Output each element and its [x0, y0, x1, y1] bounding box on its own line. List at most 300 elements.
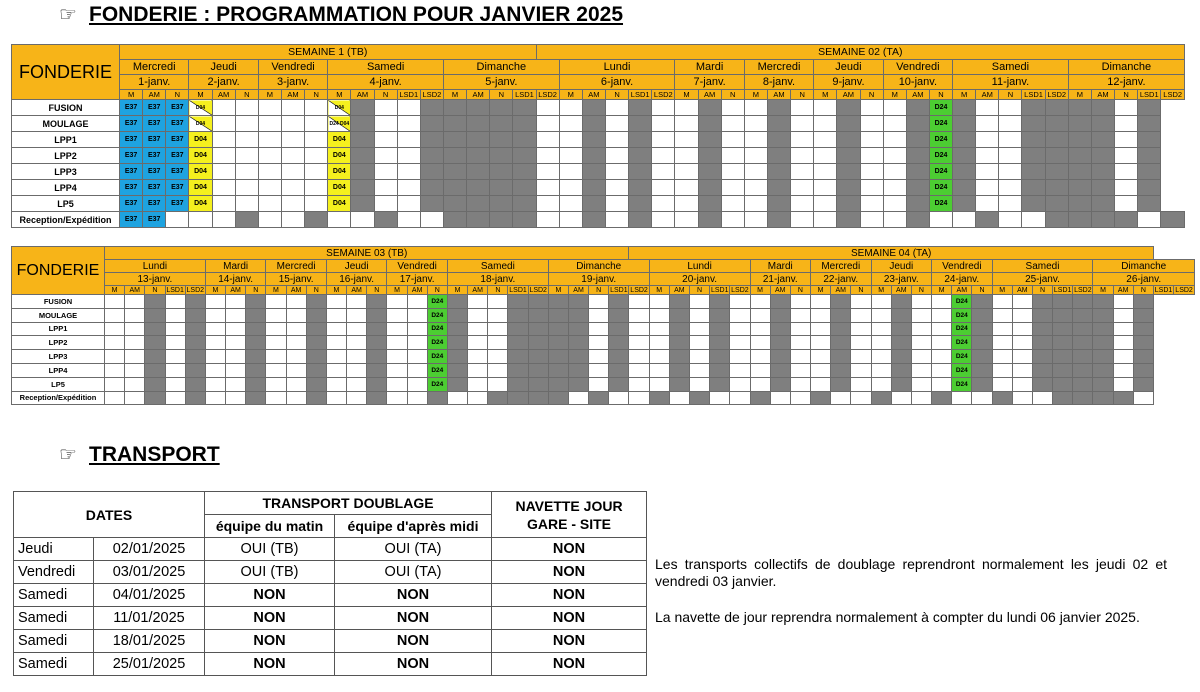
day-name-header: Mercredi — [266, 260, 327, 273]
off-shift-cell — [1032, 295, 1052, 309]
empty-shift-cell — [397, 116, 420, 132]
off-shift-cell — [582, 164, 605, 180]
off-shift-cell — [609, 295, 629, 309]
off-shift-cell — [698, 212, 721, 228]
off-shift-cell — [972, 308, 992, 322]
empty-shift-cell — [871, 377, 891, 391]
off-shift-cell — [1138, 148, 1161, 164]
empty-shift-cell — [675, 132, 698, 148]
shift-header: N — [235, 90, 258, 100]
empty-shift-cell — [730, 391, 750, 405]
empty-shift-cell — [932, 377, 952, 391]
empty-shift-cell — [814, 196, 837, 212]
empty-shift-cell — [750, 295, 770, 309]
off-shift-cell — [548, 295, 568, 309]
empty-shift-cell — [814, 212, 837, 228]
shift-header: LSD2 — [652, 90, 675, 100]
empty-shift-cell — [125, 350, 145, 364]
off-shift-cell — [1073, 363, 1093, 377]
day-date-header: 12-janv. — [1068, 75, 1184, 90]
transport-date: 03/01/2025 — [94, 561, 205, 584]
shift-code-cell: E37 — [120, 164, 143, 180]
shift-header: M — [326, 286, 346, 295]
shift-header: M — [258, 90, 281, 100]
day-date-header: 3-janv. — [258, 75, 327, 90]
day-name-header: Vendredi — [258, 60, 327, 75]
off-shift-cell — [490, 164, 513, 180]
row-label: LPP2 — [12, 336, 105, 350]
empty-shift-cell — [860, 100, 883, 116]
shift-header: N — [1032, 286, 1052, 295]
empty-shift-cell — [791, 116, 814, 132]
transport-day: Samedi — [14, 630, 94, 653]
empty-shift-cell — [258, 148, 281, 164]
fonderie-corner-label: FONDERIE — [12, 45, 120, 100]
table-row — [12, 164, 1185, 180]
off-shift-cell — [629, 100, 652, 116]
empty-shift-cell — [374, 116, 397, 132]
off-shift-cell — [467, 116, 490, 132]
off-shift-cell — [548, 322, 568, 336]
empty-shift-cell — [387, 322, 407, 336]
off-shift-cell — [629, 180, 652, 196]
off-shift-cell — [837, 116, 860, 132]
shift-header: LSD2 — [731, 286, 749, 294]
off-shift-cell — [1091, 212, 1114, 228]
empty-shift-cell — [1012, 336, 1032, 350]
empty-shift-cell — [286, 295, 306, 309]
off-shift-cell — [427, 391, 447, 405]
empty-shift-cell — [387, 377, 407, 391]
off-shift-cell — [351, 148, 374, 164]
off-shift-cell — [767, 100, 790, 116]
off-shift-cell — [367, 363, 387, 377]
empty-shift-cell — [105, 363, 125, 377]
shift-header: N — [929, 90, 952, 100]
shift-header: LSD1 — [1053, 286, 1072, 294]
off-shift-cell — [953, 100, 976, 116]
transport-navette: NON — [492, 584, 647, 607]
off-shift-cell — [467, 196, 490, 212]
empty-shift-cell — [589, 377, 609, 391]
off-shift-cell — [185, 336, 205, 350]
shift-header: AM — [952, 286, 972, 295]
day-date-header: 26-janv. — [1093, 273, 1195, 286]
off-shift-cell — [367, 391, 387, 405]
shift-header: LSD2 — [1175, 286, 1193, 294]
header-dates: DATES — [14, 492, 205, 538]
off-shift-cell — [1032, 308, 1052, 322]
empty-shift-cell — [536, 100, 559, 116]
empty-shift-cell — [791, 132, 814, 148]
off-shift-cell — [467, 148, 490, 164]
empty-shift-cell — [883, 132, 906, 148]
shift-header: AM — [347, 286, 367, 295]
empty-shift-cell — [212, 196, 235, 212]
empty-shift-cell — [730, 377, 750, 391]
shift-header: N — [589, 286, 609, 295]
empty-shift-cell — [605, 132, 628, 148]
off-shift-cell — [953, 196, 976, 212]
off-shift-cell — [528, 350, 548, 364]
empty-shift-cell — [999, 212, 1022, 228]
off-shift-cell — [513, 164, 536, 180]
transport-title — [59, 442, 220, 467]
empty-shift-cell — [744, 116, 767, 132]
day-date-header: 19-janv. — [548, 273, 649, 286]
shift-header: M — [266, 286, 286, 295]
table-row — [12, 212, 1185, 228]
transport-apres-midi: OUI (TA) — [335, 561, 492, 584]
empty-shift-cell — [911, 295, 931, 309]
shift-header: LSD2 — [1074, 286, 1092, 294]
off-shift-cell — [513, 180, 536, 196]
off-shift-cell — [837, 132, 860, 148]
off-shift-cell — [508, 295, 528, 309]
empty-shift-cell — [468, 391, 488, 405]
table-row — [12, 350, 1195, 364]
day-name-header: Jeudi — [871, 260, 932, 273]
empty-shift-cell — [750, 308, 770, 322]
transport-matin: NON — [205, 653, 335, 676]
empty-shift-cell — [609, 391, 629, 405]
empty-shift-cell — [911, 391, 931, 405]
empty-shift-cell — [266, 363, 286, 377]
transport-date: 25/01/2025 — [94, 653, 205, 676]
day-name-header: Samedi — [328, 60, 444, 75]
empty-shift-cell — [652, 196, 675, 212]
empty-shift-cell — [1115, 100, 1138, 116]
empty-shift-cell — [629, 308, 649, 322]
row-label: LPP3 — [12, 350, 105, 364]
off-shift-cell — [1091, 148, 1114, 164]
off-shift-cell — [1053, 336, 1073, 350]
empty-shift-cell — [1115, 196, 1138, 212]
empty-shift-cell — [721, 180, 744, 196]
empty-shift-cell — [374, 100, 397, 116]
empty-shift-cell — [1115, 180, 1138, 196]
empty-shift-cell — [629, 363, 649, 377]
table-row — [12, 336, 1195, 350]
shift-header: N — [851, 286, 871, 295]
off-shift-cell — [710, 322, 730, 336]
shift-code-cell: E37 — [120, 148, 143, 164]
off-shift-cell — [932, 391, 952, 405]
empty-shift-cell — [281, 180, 304, 196]
off-shift-cell — [568, 363, 588, 377]
off-shift-cell — [1053, 295, 1073, 309]
empty-shift-cell — [189, 212, 212, 228]
empty-shift-cell — [212, 132, 235, 148]
empty-shift-cell — [730, 308, 750, 322]
transport-apres-midi: NON — [335, 584, 492, 607]
empty-shift-cell — [235, 100, 258, 116]
empty-shift-cell — [258, 100, 281, 116]
empty-shift-cell — [397, 164, 420, 180]
empty-shift-cell — [286, 350, 306, 364]
off-shift-cell — [568, 308, 588, 322]
off-shift-cell — [246, 322, 266, 336]
transport-matin: OUI (TB) — [205, 538, 335, 561]
empty-shift-cell — [1138, 212, 1161, 228]
off-shift-cell — [1068, 196, 1091, 212]
day-name-header: Lundi — [105, 260, 206, 273]
empty-shift-cell — [811, 363, 831, 377]
empty-shift-cell — [536, 212, 559, 228]
empty-shift-cell — [871, 350, 891, 364]
empty-shift-cell — [652, 116, 675, 132]
off-shift-cell — [629, 148, 652, 164]
empty-shift-cell — [790, 377, 810, 391]
empty-shift-cell — [226, 322, 246, 336]
day-name-header: Mardi — [675, 60, 744, 75]
empty-shift-cell — [536, 116, 559, 132]
empty-shift-cell — [536, 148, 559, 164]
off-shift-cell — [767, 180, 790, 196]
off-shift-cell — [582, 132, 605, 148]
empty-shift-cell — [689, 377, 709, 391]
row-label: MOULAGE — [12, 308, 105, 322]
empty-shift-cell — [649, 336, 669, 350]
shift-header: LSD2 — [1045, 90, 1068, 100]
empty-shift-cell — [605, 148, 628, 164]
empty-shift-cell — [407, 377, 427, 391]
empty-shift-cell — [235, 164, 258, 180]
pointing-hand-icon: ☞ — [59, 444, 77, 466]
shift-header: AM — [831, 286, 851, 295]
empty-shift-cell — [871, 336, 891, 350]
off-shift-cell — [1068, 100, 1091, 116]
day-date-header: 8-janv. — [744, 75, 813, 90]
off-shift-cell — [831, 377, 851, 391]
shift-code-cell: D04 — [328, 100, 351, 116]
shift-header: AM — [407, 286, 427, 295]
off-shift-cell — [1133, 295, 1153, 309]
off-shift-cell — [246, 336, 266, 350]
empty-shift-cell — [1113, 363, 1133, 377]
off-shift-cell — [1022, 132, 1045, 148]
empty-shift-cell — [397, 212, 420, 228]
transport-row — [14, 607, 647, 630]
empty-shift-cell — [286, 391, 306, 405]
shift-code-cell: E37 — [143, 212, 166, 228]
shift-header: AM — [143, 90, 166, 100]
shift-header: N — [305, 90, 328, 100]
off-shift-cell — [246, 308, 266, 322]
empty-shift-cell — [811, 295, 831, 309]
day-date-header: 9-janv. — [814, 75, 883, 90]
shift-header: M — [750, 286, 770, 295]
off-shift-cell — [1068, 212, 1091, 228]
empty-shift-cell — [266, 322, 286, 336]
day-name-header: Jeudi — [814, 60, 883, 75]
empty-shift-cell — [790, 363, 810, 377]
empty-shift-cell — [165, 322, 185, 336]
empty-shift-cell — [952, 391, 972, 405]
off-shift-cell — [1053, 322, 1073, 336]
off-shift-cell — [837, 148, 860, 164]
shift-header: AM — [467, 90, 490, 100]
empty-shift-cell — [814, 148, 837, 164]
off-shift-cell — [420, 148, 443, 164]
transport-table — [13, 491, 647, 676]
off-shift-cell — [508, 308, 528, 322]
header-equipe-apres-midi: équipe d'après midi — [335, 515, 492, 538]
pointing-hand-icon: ☞ — [59, 4, 77, 26]
shift-header: LSD1 — [1138, 90, 1161, 100]
shift-header: LSD1 — [397, 90, 420, 100]
day-date-header: 20-janv. — [649, 273, 750, 286]
shift-code-cell: D24 — [952, 336, 972, 350]
empty-shift-cell — [790, 322, 810, 336]
shift-header: LSD1 — [710, 286, 729, 294]
off-shift-cell — [582, 116, 605, 132]
off-shift-cell — [767, 116, 790, 132]
empty-shift-cell — [689, 336, 709, 350]
off-shift-cell — [447, 350, 467, 364]
empty-shift-cell — [347, 391, 367, 405]
shift-code-cell: E37 — [143, 164, 166, 180]
off-shift-cell — [1068, 180, 1091, 196]
empty-shift-cell — [932, 322, 952, 336]
shift-code-cell: E37 — [166, 164, 189, 180]
empty-shift-cell — [105, 377, 125, 391]
shift-header: M — [189, 90, 212, 100]
off-shift-cell — [953, 148, 976, 164]
shift-code-cell: D04 — [328, 148, 351, 164]
row-label: LP5 — [12, 377, 105, 391]
transport-apres-midi: NON — [335, 630, 492, 653]
off-shift-cell — [1091, 180, 1114, 196]
table-row — [12, 100, 1185, 116]
empty-shift-cell — [953, 212, 976, 228]
empty-shift-cell — [791, 196, 814, 212]
shift-header: M — [548, 286, 568, 295]
empty-shift-cell — [891, 391, 911, 405]
empty-shift-cell — [351, 212, 374, 228]
empty-shift-cell — [326, 363, 346, 377]
shift-header: AM — [468, 286, 488, 295]
empty-shift-cell — [387, 363, 407, 377]
shift-code-cell: E37 — [143, 116, 166, 132]
day-date-header: 7-janv. — [675, 75, 744, 90]
empty-shift-cell — [226, 363, 246, 377]
day-date-header: 5-janv. — [443, 75, 559, 90]
empty-shift-cell — [883, 212, 906, 228]
off-shift-cell — [831, 350, 851, 364]
shift-header: LSD1 — [1154, 286, 1173, 294]
off-shift-cell — [447, 377, 467, 391]
empty-shift-cell — [235, 180, 258, 196]
empty-shift-cell — [165, 391, 185, 405]
empty-shift-cell — [750, 363, 770, 377]
off-shift-cell — [467, 180, 490, 196]
empty-shift-cell — [205, 363, 225, 377]
off-shift-cell — [906, 164, 929, 180]
transport-day: Jeudi — [14, 538, 94, 561]
off-shift-cell — [246, 377, 266, 391]
empty-shift-cell — [468, 322, 488, 336]
shift-header: AM — [226, 286, 246, 295]
empty-shift-cell — [281, 100, 304, 116]
transport-date: 04/01/2025 — [94, 584, 205, 607]
off-shift-cell — [891, 322, 911, 336]
empty-shift-cell — [212, 164, 235, 180]
empty-shift-cell — [675, 196, 698, 212]
empty-shift-cell — [932, 363, 952, 377]
off-shift-cell — [185, 308, 205, 322]
off-shift-cell — [629, 196, 652, 212]
off-shift-cell — [1045, 132, 1068, 148]
off-shift-cell — [513, 196, 536, 212]
empty-shift-cell — [374, 164, 397, 180]
empty-shift-cell — [911, 322, 931, 336]
transport-navette: NON — [492, 561, 647, 584]
shift-header: N — [860, 90, 883, 100]
off-shift-cell — [767, 132, 790, 148]
empty-shift-cell — [649, 363, 669, 377]
off-shift-cell — [609, 336, 629, 350]
off-shift-cell — [582, 100, 605, 116]
off-shift-cell — [1032, 377, 1052, 391]
empty-shift-cell — [397, 132, 420, 148]
shift-code-cell: E37 — [166, 148, 189, 164]
shift-header: M — [559, 90, 582, 100]
shift-header: AM — [1113, 286, 1133, 295]
off-shift-cell — [1133, 350, 1153, 364]
row-label: LPP4 — [12, 363, 105, 377]
day-name-header: Vendredi — [883, 60, 952, 75]
day-date-header: 6-janv. — [559, 75, 675, 90]
shift-code-cell: E37 — [120, 212, 143, 228]
off-shift-cell — [1091, 100, 1114, 116]
empty-shift-cell — [883, 148, 906, 164]
empty-shift-cell — [266, 308, 286, 322]
empty-shift-cell — [1133, 391, 1153, 405]
day-date-header: 23-janv. — [871, 273, 932, 286]
empty-shift-cell — [235, 148, 258, 164]
empty-shift-cell — [205, 336, 225, 350]
empty-shift-cell — [374, 180, 397, 196]
shift-code-cell: D24 — [427, 336, 447, 350]
empty-shift-cell — [605, 116, 628, 132]
transport-matin: NON — [205, 584, 335, 607]
off-shift-cell — [1091, 164, 1114, 180]
empty-shift-cell — [266, 336, 286, 350]
shift-code-cell: D24 — [952, 295, 972, 309]
header-navette: NAVETTE JOUR GARE - SITE — [492, 492, 647, 538]
empty-shift-cell — [407, 308, 427, 322]
empty-shift-cell — [589, 363, 609, 377]
off-shift-cell — [447, 363, 467, 377]
transport-matin: OUI (TB) — [205, 561, 335, 584]
empty-shift-cell — [629, 322, 649, 336]
day-name-header: Jeudi — [326, 260, 387, 273]
shift-header: M — [1068, 90, 1091, 100]
empty-shift-cell — [721, 116, 744, 132]
empty-shift-cell — [488, 350, 508, 364]
empty-shift-cell — [652, 180, 675, 196]
empty-shift-cell — [744, 180, 767, 196]
transport-date: 02/01/2025 — [94, 538, 205, 561]
empty-shift-cell — [212, 148, 235, 164]
off-shift-cell — [1045, 100, 1068, 116]
empty-shift-cell — [326, 391, 346, 405]
empty-shift-cell — [605, 212, 628, 228]
off-shift-cell — [1073, 322, 1093, 336]
shift-code-cell: E37 — [120, 100, 143, 116]
off-shift-cell — [1073, 391, 1093, 405]
